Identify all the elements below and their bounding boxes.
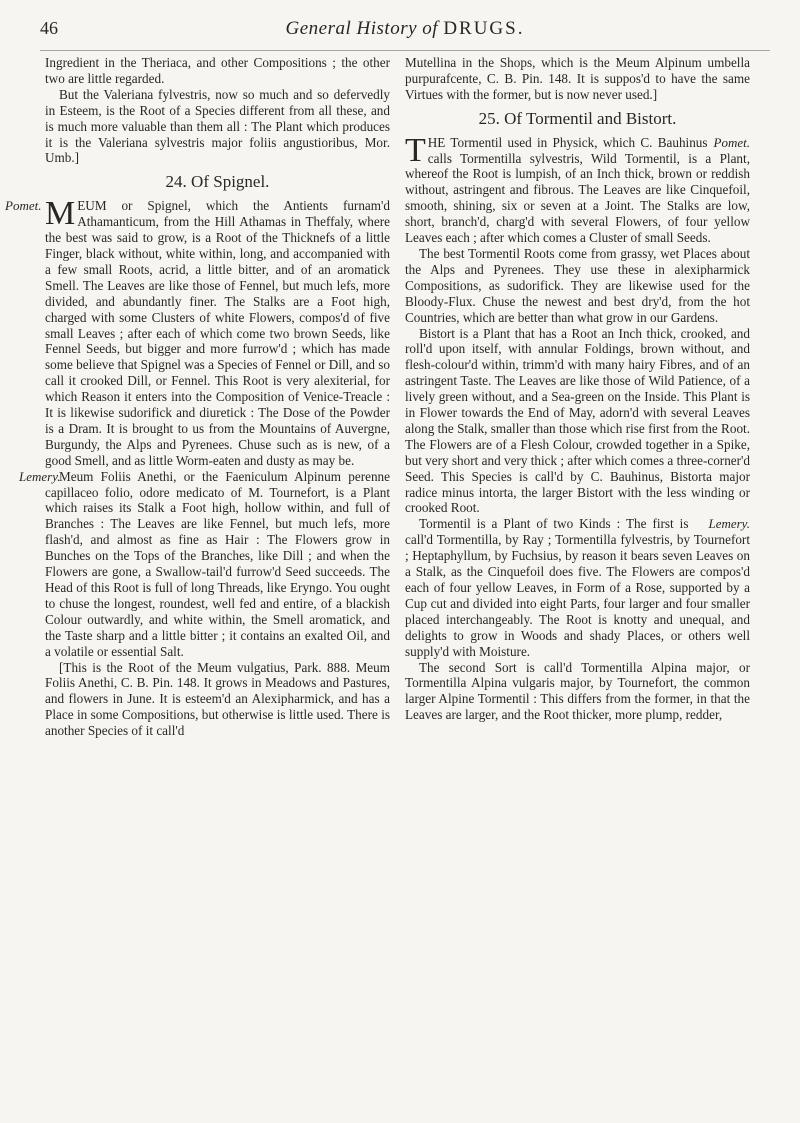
section-heading: 25. Of Tormentil and Bistort. <box>478 108 677 128</box>
page-header <box>40 14 770 44</box>
paragraph: [This is the Root of the Meum vulgatius, Park. 888. Meum Foliis Anethi, C. B. Pin. 148. It grows in Meadows and Pastures, and flowers in June. It is esteem'd an Alexipharmick, and has a Place in some Compositions, but otherwise is little used. There is another Species of it call'd <box>45 659 390 739</box>
paragraph: The best Tormentil Roots come from grassy, wet Places about the Alps and Pyrenees. They use these in alexipharmick Compositions, as sudorifick. They are likewise used for the Bloody-Flux. Chuse the newest and best dry'd, from the hot Countries, which are better than what grow in our Gardens. <box>405 245 750 325</box>
margin-note: Pomet. <box>5 198 42 214</box>
running-title-caps: DRUGS. <box>443 18 525 39</box>
drop-cap: T <box>405 131 426 169</box>
paragraph-text: Meum Foliis Anethi, or the Faeniculum Alpinum perenne capillaceo folio, odore medicato of M. Tournefort, is a Plant which raises its Stalk a Foot high, hollow within, and full of Branches : The Leaves are like Fennel, but much lefs, more flash'd, and almost as fine as Hair : The Flowers grow in Bunches on the Tops of the Branches, like Dill ; and when the Flowers are gone, a Swallow-tail'd furrow'd Seed succeeds. The Head of this Root is full of long Threads, like Eryngo. You ought to chuse the longest, roundest, well fed and entire, of a blackish Colour outwardly, and white within, the Smell aromatick, and the Taste sharp and a little bitter ; it contains an exalted Oil, and a volatile or essential Salt. <box>45 468 390 659</box>
paragraph: But the Valeriana fylvestris, now so much and so defervedly in Esteem, is the Root of a Species different from all these, and is much more valuable than them all : The Plant which produces it is the Valeriana sylvestris major foliis angustioribus, Mor. Umb.] <box>45 86 390 166</box>
paragraph-text: HE Tormentil used in Physick, which C. Bauhinus calls Tormentilla sylvestris, Wild Tormentil, is a Plant, whereof the Root is lumpish, of an Inch thick, brown or reddish without, astringent and fibrous. The Leaves are like Cinquefoil, smooth, shining, six or seven at a Joint. The Stalks are low, short, branch'd, charg'd with several Flowers, of four yellow Leaves each ; after which comes a Cluster of small Seeds. <box>405 134 750 246</box>
margin-note: Lemery. <box>708 516 750 532</box>
left-column <box>5 55 390 739</box>
running-title-italic: General History of <box>285 18 439 39</box>
margin-note: Lemery. <box>19 468 61 484</box>
drop-cap: M <box>45 195 76 233</box>
section-heading: 24. Of Spignel. <box>165 172 270 192</box>
header-rule <box>40 50 770 51</box>
running-title <box>40 18 770 40</box>
paragraph: Mutellina in the Shops, which is the Meum Alpinum umbella purpurafcente, C. B. Pin. 148. It is suppos'd to have the same Virtues with the former, but is now never used.] <box>405 55 750 102</box>
paragraph: Bistort is a Plant that has a Root an Inch thick, crooked, and roll'd upon itself, with annular Foldings, brown without, and flesh-colour'd within, trimm'd with many hairy Fibres, and of an astringent Taste. The Leaves are like those of Wild Patience, of a lively green without, and a Sea-green on the Inside. This Plant is in Flower towards the End of May, adorn'd with several Leaves along the Stalk, smaller than those which rise first from the Root. The Flowers are of a Flesh Colour, crowded together in a Spike, but very short and very thick ; after which comes a three-corner'd Seed. This Species is call'd by C. Bauhinus, Bistorta major radice minus intorta, the larger Bistort with the less winding or crooked Root. <box>405 325 750 516</box>
page-number: 46 <box>40 18 58 38</box>
paragraph <box>5 195 390 468</box>
paragraph <box>405 516 750 659</box>
paragraph: Ingredient in the Theriaca, and other Compositions ; the other two are little regarded. <box>45 55 390 86</box>
paragraph: The second Sort is call'd Tormentilla Alpina major, or Tormentilla Alpina vulgaris major, by Tournefort, the common larger Alpine Tormentil : This differs from the former, in that the Leaves are larger, and the Root thicker, more plump, redder, <box>405 659 750 723</box>
paragraph <box>405 131 750 246</box>
paragraph-text: Tormentil is a Plant of two Kinds : The first is call'd Tormentilla, by Ray ; Tormentilla fylvestris, by Tournefort ; Heptaphyllum, by Fuchsius, by reason it bears seven Leaves on a Stalk, as the Cinquefoil does five. The Flowers are compos'd each of four yellow Leaves, in Form of a Rose, supported by a Cup cut and divided into eight Parts, four larger and four smaller placed interchangeably. The Root is knotty and unequal, and delights to grow in Woods and shady Places, or others well supply'd with Moisture. <box>405 516 750 659</box>
right-column <box>405 55 750 723</box>
margin-note: Pomet. <box>713 134 750 150</box>
paragraph-text: EUM or Spignel, which the Antients furnam'd Athamanticum, from the Hill Athamas in Theffaly, where the best was said to grow, is a Root of the Thicknefs of a little Finger, black without, white within, long, and accompanied with a few small Roots, acrid, a little bitter, and of an aromatick Smell. The Leaves are like those of Fennel, but much lefs, more divided, and abundantly finer. The Stalks are a Foot high, charged with some Clusters of white Flowers, compos'd of five small Leaves ; after each of which come two brown Seeds, like Fennel Seeds, but bigger and more furrow'd ; which has made some believe that Spignel was a Species of Fennel or Dill, and so call it crooked Dill, or Fennel. This Root is very alexiterial, for which Reason it enters into the Composition of Venice-Treacle : It is likewise sudorifick and diuretick : The Dose of the Powder is a Dram. It is brought to us from the Mountains of Auvergne, Burgundy, the Alps and Pyrenees. Chuse such as is new, of a good Smell, and as little Worm-eaten and dusty as may be. <box>45 198 390 468</box>
paragraph <box>19 468 390 660</box>
